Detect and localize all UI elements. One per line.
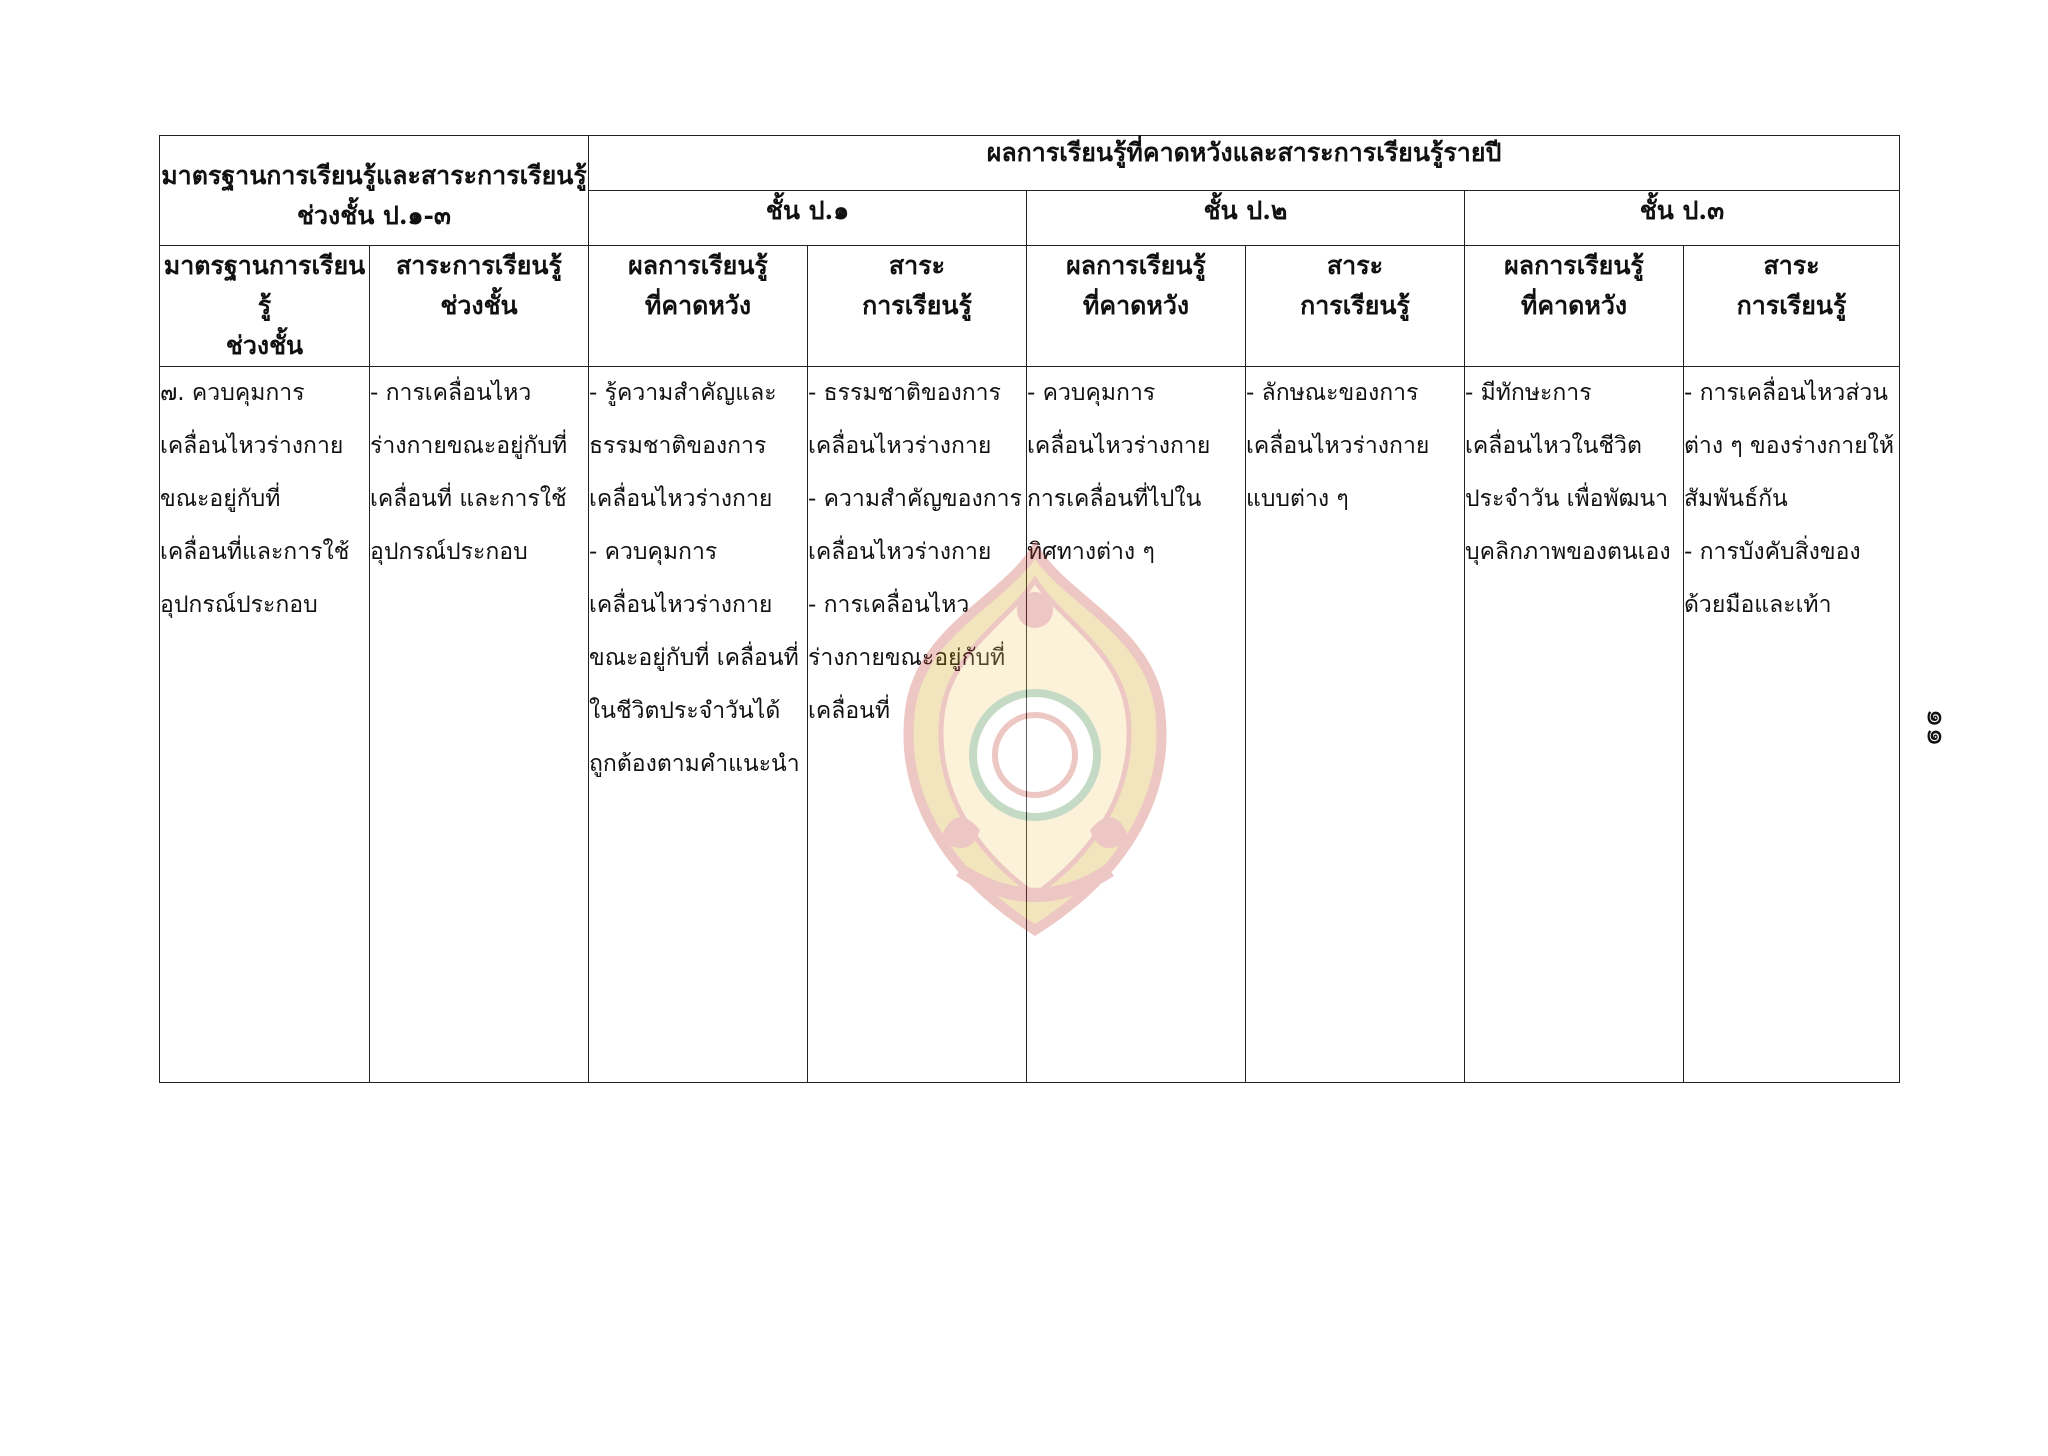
cell-p1-outcome xyxy=(589,367,808,1083)
cell-p2-outcome xyxy=(1027,367,1246,1083)
col-header-content xyxy=(370,246,589,367)
standards-group-header: มาตรฐานการเรียนรู้และสาระการเรียนรู้ ช่วงชั้น ป.๑-๓ xyxy=(160,136,589,246)
col-header-text: ที่คาดหวัง xyxy=(1082,291,1190,320)
cell-p1-topic xyxy=(808,367,1027,1083)
cell-content xyxy=(370,367,589,1083)
col-header-text: ผลการเรียนรู้ xyxy=(1504,251,1644,280)
col-header-text: สาระการเรียนรู้ xyxy=(396,251,562,280)
col-header-text: สาระ xyxy=(1326,251,1384,280)
topic-item: - การเคลื่อนไหวส่วนต่าง ๆ ของร่างกายให้สัมพันธ์กัน xyxy=(1684,380,1895,512)
col-header-p1-outcome xyxy=(589,246,808,367)
grade-header-p2: ชั้น ป.๒ xyxy=(1027,191,1465,246)
col-header-p1-topic xyxy=(808,246,1027,367)
col-header-standard xyxy=(160,246,370,367)
outcome-item: - มีทักษะการเคลื่อนไหวในชีวิตประจำวัน เพื่อพัฒนาบุคลิกภาพของตนเอง xyxy=(1465,380,1671,565)
col-header-p3-outcome xyxy=(1465,246,1684,367)
col-header-text: สาระ xyxy=(1763,251,1820,280)
col-header-p2-outcome xyxy=(1027,246,1246,367)
col-header-text: ที่คาดหวัง xyxy=(644,291,752,320)
col-header-text: การเรียนรู้ xyxy=(1300,291,1410,320)
col-header-text: ที่คาดหวัง xyxy=(1520,291,1628,320)
grade-header-p1: ชั้น ป.๑ xyxy=(589,191,1027,246)
annual-group-header: ผลการเรียนรู้ที่คาดหวังและสาระการเรียนรู้รายปี xyxy=(589,136,1900,191)
table-row xyxy=(160,367,1900,1083)
col-header-text: สาระ xyxy=(888,251,946,280)
header-row-3 xyxy=(160,246,1900,367)
topic-item: - การบังคับสิ่งของด้วยมือและเท้า xyxy=(1684,539,1861,618)
outcome-item: - รู้ความสำคัญและธรรมชาติของการเคลื่อนไหวร่างกาย xyxy=(589,380,777,512)
col-header-p2-topic xyxy=(1246,246,1465,367)
header-row-1 xyxy=(160,136,1900,191)
cell-p2-topic xyxy=(1246,367,1465,1083)
grade-header-p3: ชั้น ป.๓ xyxy=(1465,191,1900,246)
topic-item: - ธรรมชาติของการเคลื่อนไหวร่างกาย xyxy=(808,380,1001,459)
outcome-item: - ควบคุมการเคลื่อนไหวร่างกายการเคลื่อนที่ไปในทิศทางต่าง ๆ xyxy=(1027,380,1211,565)
page-number: ๑๑ xyxy=(1919,708,1955,747)
outcome-item: - ควบคุมการเคลื่อนไหวร่างกายขณะอยู่กับที่ เคลื่อนที่ในชีวิตประจำวันได้ถูกต้องตามคำแนะนำ xyxy=(589,539,800,777)
standard-text: ๗. ควบคุมการเคลื่อนไหวร่างกายขณะอยู่กับที่ เคลื่อนที่และการใช้อุปกรณ์ประกอบ xyxy=(160,380,350,618)
topic-item: - ความสำคัญของการเคลื่อนไหวร่างกาย xyxy=(808,486,1022,565)
cell-standard xyxy=(160,367,370,1083)
col-header-text: ช่วงชั้น xyxy=(225,331,304,360)
col-header-text: มาตรฐานการเรียนรู้ xyxy=(163,251,366,320)
content-text: - การเคลื่อนไหวร่างกายขณะอยู่กับที่ เคลื่อนที่ และการใช้อุปกรณ์ประกอบ xyxy=(370,380,568,565)
col-header-text: ช่วงชั้น xyxy=(440,291,518,320)
col-header-text: การเรียนรู้ xyxy=(862,291,972,320)
cell-p3-topic xyxy=(1684,367,1900,1083)
cell-p3-outcome xyxy=(1465,367,1684,1083)
curriculum-table xyxy=(159,135,1900,1083)
col-header-text: ผลการเรียนรู้ xyxy=(628,251,768,280)
topic-item: - ลักษณะของการเคลื่อนไหวร่างกายแบบต่าง ๆ xyxy=(1246,380,1430,512)
topic-item: - การเคลื่อนไหวร่างกายขณะอยู่กับที่ เคลื่อนที่ xyxy=(808,592,1006,724)
col-header-p3-topic xyxy=(1684,246,1900,367)
col-header-text: ผลการเรียนรู้ xyxy=(1066,251,1206,280)
col-header-text: การเรียนรู้ xyxy=(1736,291,1847,320)
